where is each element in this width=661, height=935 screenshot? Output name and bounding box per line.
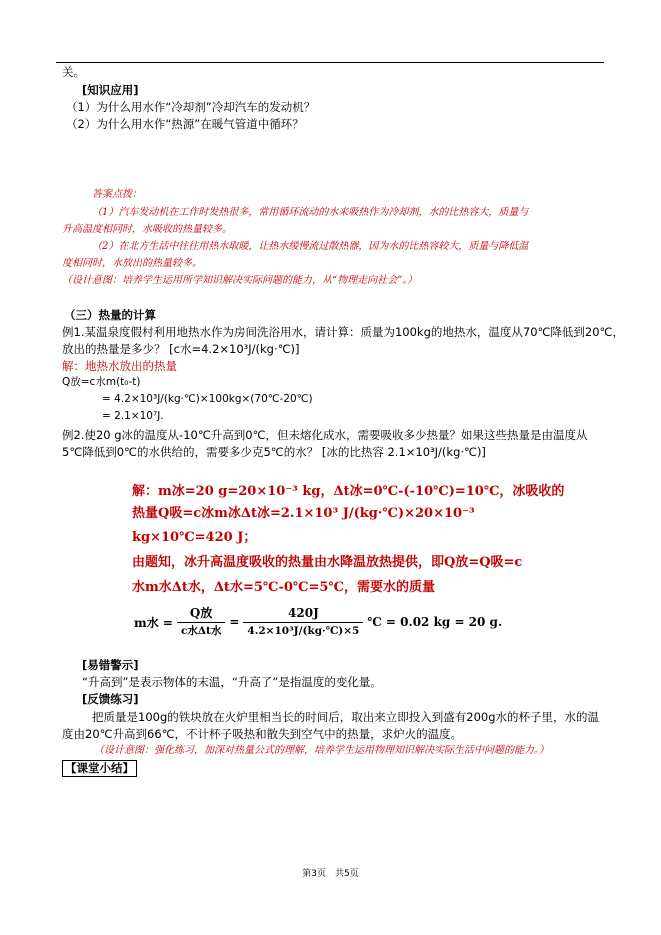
practice-line-2: 度由20℃升高到66℃，不计杯子吸热和散失到空气中的热量，求炉火的温度。 bbox=[62, 727, 463, 741]
knowledge-question-2: （2）为什么用水作“热源”在暖气管道中循环？ bbox=[66, 117, 304, 131]
fraction-1-numerator: Q放 bbox=[177, 606, 225, 623]
answer-2-line-1: （2）在北方生活中往往用热水取暖，让热水缓慢流过散热器，因为水的比热容较大，质量与降低温 bbox=[92, 241, 529, 252]
fraction-1-denominator: c水Δt水 bbox=[180, 625, 222, 637]
formula-lhs: m水 = bbox=[134, 615, 173, 630]
page-footer: 第3页 共5页 bbox=[302, 869, 359, 879]
summary-heading: 【课堂小结】 bbox=[62, 760, 137, 777]
warning-heading: [易错警示] bbox=[82, 658, 139, 672]
knowledge-question-1: （1）为什么用水作“冷却剂”冷却汽车的发动机？ bbox=[66, 100, 316, 114]
answer-design-intent: （设计意图：培养学生运用所学知识解决实际问题的能力，从“物理走向社会”。） bbox=[62, 275, 418, 286]
answer-2-line-2: 度相同时，水放出的热量较多。 bbox=[62, 258, 202, 269]
example-1-line-1: 例1.某温泉度假村利用地热水作为房间洗浴用水，请计算：质量为100kg的地热水，温度从70℃降低到20℃， bbox=[62, 325, 624, 339]
formula-result: ℃ = 0.02 kg = 20 g. bbox=[367, 615, 503, 629]
top-fragment: 关。 bbox=[62, 65, 85, 79]
solution-2-line-1: 解：m冰=20 g=20×10⁻³ kg，Δt冰=0℃-(-10℃)=10℃，冰吸收的 bbox=[132, 484, 565, 499]
example-2-line-2: 5℃降低到0℃的水供给的，需要多少克5℃的水？ [冰的比热容 2.1×10³J/(kg·℃)] bbox=[62, 445, 486, 459]
solution-1-line-1: Q放=c水m(t₀-t) bbox=[62, 376, 141, 388]
solution-2-line-3: kg×10℃=420 J； bbox=[132, 530, 257, 545]
mass-formula bbox=[134, 600, 502, 644]
example-2-line-1: 例2.使20 g冰的温度从-10℃升高到0℃，但未熔化成水，需要吸收多少热量？如果这些热量是由温度从 bbox=[62, 428, 588, 442]
answer-1-line-2: 升高温度相同时，水吸收的热量较多。 bbox=[62, 224, 232, 235]
practice-line-1: 把质量是100g的铁块放在火炉里相当长的时间后，取出来立即投入到盛有200g水的杯子里，水的温 bbox=[92, 710, 599, 724]
knowledge-heading: [知识应用] bbox=[82, 83, 139, 97]
practice-design-intent: （设计意图：强化练习，加深对热量公式的理解，培养学生运用物理知识解决实际生活中问题的能力。） bbox=[94, 745, 549, 756]
fraction-2-numerator: 420J bbox=[243, 606, 363, 623]
formula-equals: = bbox=[229, 615, 240, 629]
solution-2-line-4: 由题知，冰升高温度吸收的热量由水降温放热提供，即Q放=Q吸=c bbox=[132, 555, 523, 570]
section-heading-heat-calc: （三）热量的计算 bbox=[64, 308, 156, 322]
solution-2-line-2: 热量Q吸=c冰m冰Δt冰=2.1×10³ J/(kg·℃)×20×10⁻³ bbox=[132, 506, 475, 521]
solution-1-line-2: = 4.2×10³J/(kg·℃)×100kg×(70℃-20℃) bbox=[102, 393, 313, 405]
solution-1-label: 解：地热水放出的热量 bbox=[62, 359, 177, 373]
fraction-numeric bbox=[243, 606, 363, 638]
example-1-line-2: 放出的热量是多少？ [c水=4.2×10³J/(kg·℃)] bbox=[62, 342, 300, 356]
fraction-2-denominator: 4.2×10³J/(kg·℃)×5 bbox=[247, 625, 360, 637]
answer-heading: 答案点拨： bbox=[92, 189, 142, 200]
warning-text: “升高到”是表示物体的末温，“升高了”是指温度的变化量。 bbox=[82, 675, 382, 689]
header-rule bbox=[56, 62, 604, 63]
solution-1-line-3: = 2.1×10⁷J. bbox=[102, 410, 164, 422]
practice-heading: [反馈练习] bbox=[82, 692, 139, 706]
fraction-q-over-c-dt bbox=[177, 606, 225, 638]
solution-2-line-5: 水m水Δt水，Δt水=5℃-0℃=5℃，需要水的质量 bbox=[132, 580, 435, 595]
answer-1-line-1: （1）汽车发动机在工作时发热很多，常用循环流动的水来吸热作为冷却剂，水的比热容大，质量与 bbox=[92, 207, 529, 218]
